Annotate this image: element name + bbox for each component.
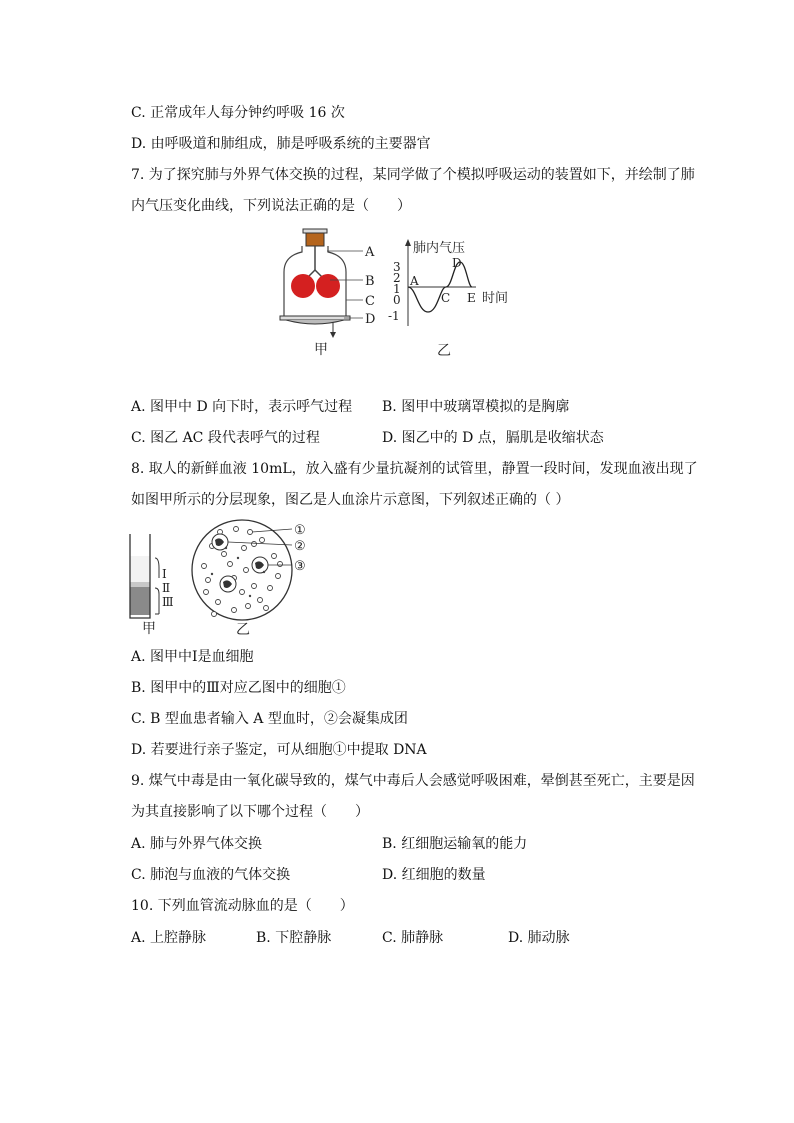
q6-option-c: C. 正常成年人每分钟约呼吸 16 次 [131,105,345,121]
y-axis-arrow [405,239,411,246]
q9-option-c: C. 肺泡与血液的气体交换 [131,867,291,883]
q7-option-a: A. 图甲中 D 向下时，表示呼气过程 [131,399,353,415]
q10-option-b: B. 下腔静脉 [256,930,332,946]
test-tube-figure [126,530,182,636]
x-axis-label: 时间 [482,291,509,306]
q7-option-b: B. 图甲中玻璃罩模拟的是胸廓 [382,399,570,415]
y-axis-label: 肺内气压 [413,241,466,256]
y-tick-1: 1 [393,282,401,296]
tube-plasma-layer [130,556,150,582]
tube-red-layer [130,587,150,615]
layer-iii: Ⅲ [162,595,174,609]
cork-stopper [306,232,324,246]
label-b: B [365,274,375,289]
caption-yi-2: 乙 [236,622,250,638]
y-tick-3: 3 [393,260,401,274]
q6-option-d: D. 由呼吸道和肺组成，肺是呼吸系统的主要器官 [131,136,431,152]
caption-jia: 甲 [314,342,328,358]
point-d: D [452,256,462,270]
caption-yi: 乙 [437,343,451,359]
q7-option-c: C. 图乙 AC 段代表呼气的过程 [131,430,320,446]
layer-i: Ⅰ [162,567,167,581]
layer-ii: Ⅱ [162,581,171,595]
pull-arrow [330,332,336,338]
label-d: D [365,312,376,327]
q9-stem-line2: 为其直接影响了以下哪个过程（ ） [131,804,369,820]
left-balloon-lung [291,274,315,298]
smear-field [192,520,292,620]
label-c: C [365,294,375,309]
jar-base [280,316,350,320]
q7-stem-line2: 内气压变化曲线，下列说法正确的是（ ） [131,198,411,214]
q10-option-c: C. 肺静脉 [382,930,444,946]
q10-option-d: D. 肺动脉 [508,930,570,946]
label-a: A [365,245,375,260]
q7-stem-line1: 7. 为了探究肺与外界气体交换的过程，某同学做了个模拟呼吸运动的装置如下，并绘制了肺 [131,167,695,183]
right-balloon-lung [316,274,340,298]
cell-label-1: ① [294,523,306,538]
point-a: A [410,274,419,288]
bell-jar-figure [278,226,388,361]
layer-brace [155,558,159,614]
q9-option-b: B. 红细胞运输氧的能力 [382,836,528,852]
q9-stem-line1: 9. 煤气中毒是由一氧化碳导致的，煤气中毒后人会感觉呼吸困难，晕倒甚至死亡，主要是因 [131,773,695,789]
q10-stem: 10. 下列血管流动脉血的是（ ） [131,898,354,914]
lung-pressure-graph [388,236,518,361]
cork-top [303,229,327,233]
q9-option-d: D. 红细胞的数量 [382,867,486,883]
q8-option-d: D. 若要进行亲子鉴定，可从细胞①中提取 DNA [131,742,427,758]
point-e: E [467,291,476,305]
tube-white-layer [130,582,150,587]
q8-option-a: A. 图甲中Ⅰ是血细胞 [131,649,254,665]
y-tick-minus1: -1 [388,309,400,323]
q8-stem-line1: 8. 取人的新鲜血液 10mL，放入盛有少量抗凝剂的试管里，静置一段时间，发现血液出现了 [131,461,698,477]
y-tick-0: 0 [393,293,401,307]
blood-smear-figure [190,518,320,638]
q8-option-c: C. B 型血患者输入 A 型血时，②会凝集成团 [131,711,408,727]
leader-cell-2 [228,542,292,545]
point-c: C [441,291,451,305]
y-tick-2: 2 [393,271,401,285]
q8-option-b: B. 图甲中的Ⅲ对应乙图中的细胞① [131,680,346,696]
cell-label-3: ③ [294,559,306,574]
cell-label-2: ② [294,539,306,554]
q9-option-a: A. 肺与外界气体交换 [131,836,263,852]
rubber-membrane [286,320,344,324]
q10-option-a: A. 上腔静脉 [131,930,207,946]
q7-option-d: D. 图乙中的 D 点，膈肌是收缩状态 [382,430,604,446]
q8-stem-line2: 如图甲所示的分层现象，图乙是人血涂片示意图，下列叙述正确的（ ） [131,492,570,508]
caption-jia-2: 甲 [142,621,156,636]
